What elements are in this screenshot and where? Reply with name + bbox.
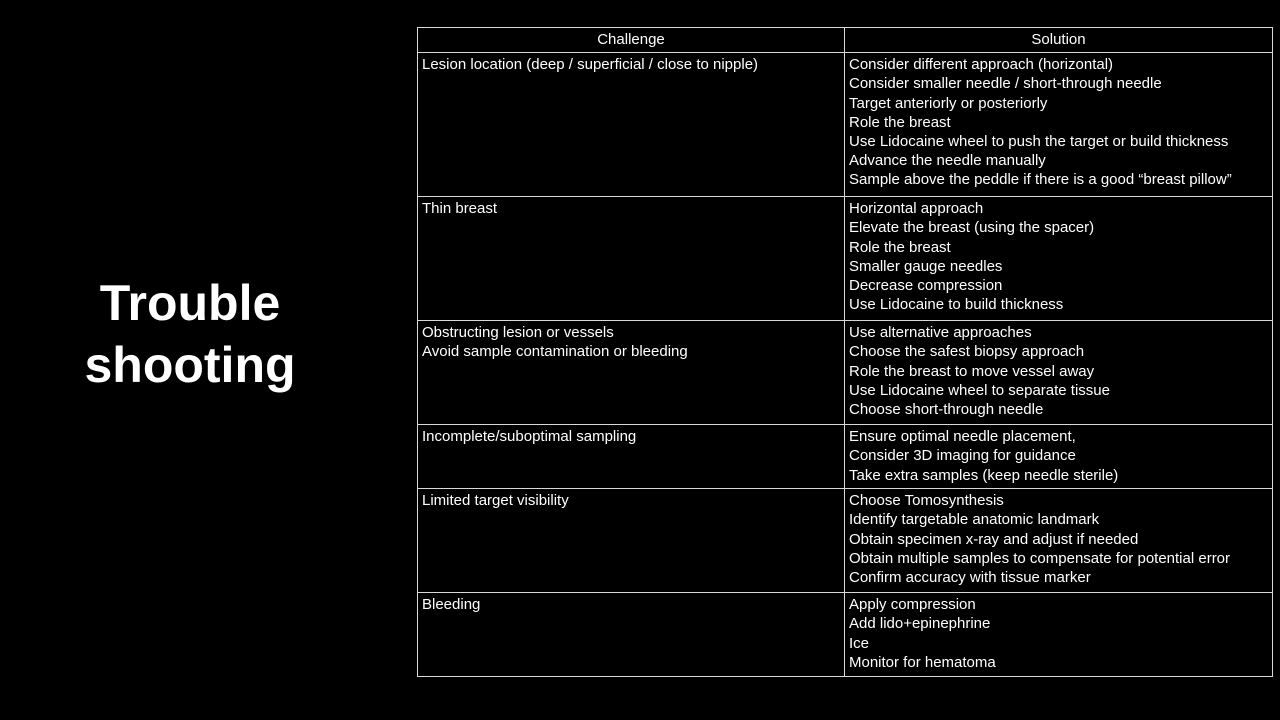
challenge-line: Thin breast [422,200,498,218]
challenge-line: Limited target visibility [422,492,569,510]
header-solution: Solution [845,28,1273,53]
solution-cell [845,321,1273,425]
solution-line: Ice [849,634,870,652]
solution-line: Use Lidocaine wheel to push the target or build thickness [849,133,1229,151]
solution-line: Use Lidocaine to build thickness [849,296,1064,314]
slide-title-line-2: shooting [84,337,296,393]
solution-line: Add lido+epinephrine [849,615,991,633]
slide-title-line-1: Trouble [99,275,281,331]
solution-line: Confirm accuracy with tissue marker [849,569,1091,587]
solution-line: Identify targetable anatomic landmark [849,511,1100,529]
solution-line: Consider different approach (horizontal) [849,56,1114,74]
challenge-cell [418,53,845,197]
slide-title [40,272,340,396]
challenge-line: Incomplete/suboptimal sampling [422,428,637,446]
solution-line: Obtain multiple samples to compensate for potential error [849,549,1231,567]
solution-cell [845,489,1273,593]
table-row [418,53,1273,197]
challenge-line: Avoid sample contamination or bleeding [422,343,688,361]
solution-line: Obtain specimen x-ray and adjust if needed [849,530,1139,548]
challenge-line: Lesion location (deep / superficial / close to nipple) [422,56,759,74]
challenge-cell [418,593,845,677]
solution-line: Monitor for hematoma [849,653,996,671]
table-row [418,489,1273,593]
table-header-row [418,28,1273,53]
challenge-cell [418,197,845,321]
solution-line: Smaller gauge needles [849,257,1003,275]
solution-line: Apply compression [849,596,976,614]
solution-line: Target anteriorly or posteriorly [849,94,1048,112]
solution-cell [845,425,1273,489]
solution-line: Sample above the peddle if there is a good “breast pillow” [849,171,1232,189]
solution-cell [845,53,1273,197]
solution-line: Role the breast [849,238,951,256]
challenge-cell [418,321,845,425]
solution-line: Use alternative approaches [849,324,1032,342]
solution-line: Consider 3D imaging for guidance [849,447,1076,465]
table-row [418,321,1273,425]
solution-line: Use Lidocaine wheel to separate tissue [849,381,1110,399]
solution-line: Advance the needle manually [849,152,1046,170]
solution-line: Elevate the breast (using the spacer) [849,219,1095,237]
table-row [418,593,1273,677]
table-row [418,425,1273,489]
header-challenge: Challenge [418,28,845,53]
solution-cell [845,593,1273,677]
solution-line: Ensure optimal needle placement, [849,428,1076,446]
solution-line: Decrease compression [849,277,1003,295]
solution-line: Choose short-through needle [849,401,1044,419]
challenge-cell [418,489,845,593]
challenge-line: Obstructing lesion or vessels [422,324,614,342]
troubleshooting-table [417,27,1273,677]
solution-cell [845,197,1273,321]
solution-line: Consider smaller needle / short-through needle [849,75,1162,93]
table-row [418,197,1273,321]
challenge-cell [418,425,845,489]
solution-line: Choose the safest biopsy approach [849,343,1085,361]
solution-line: Choose Tomosynthesis [849,492,1004,510]
solution-line: Take extra samples (keep needle sterile) [849,466,1119,484]
solution-line: Role the breast to move vessel away [849,362,1095,380]
challenge-line: Bleeding [422,596,481,614]
solution-line: Role the breast [849,113,951,131]
solution-line: Horizontal approach [849,200,984,218]
